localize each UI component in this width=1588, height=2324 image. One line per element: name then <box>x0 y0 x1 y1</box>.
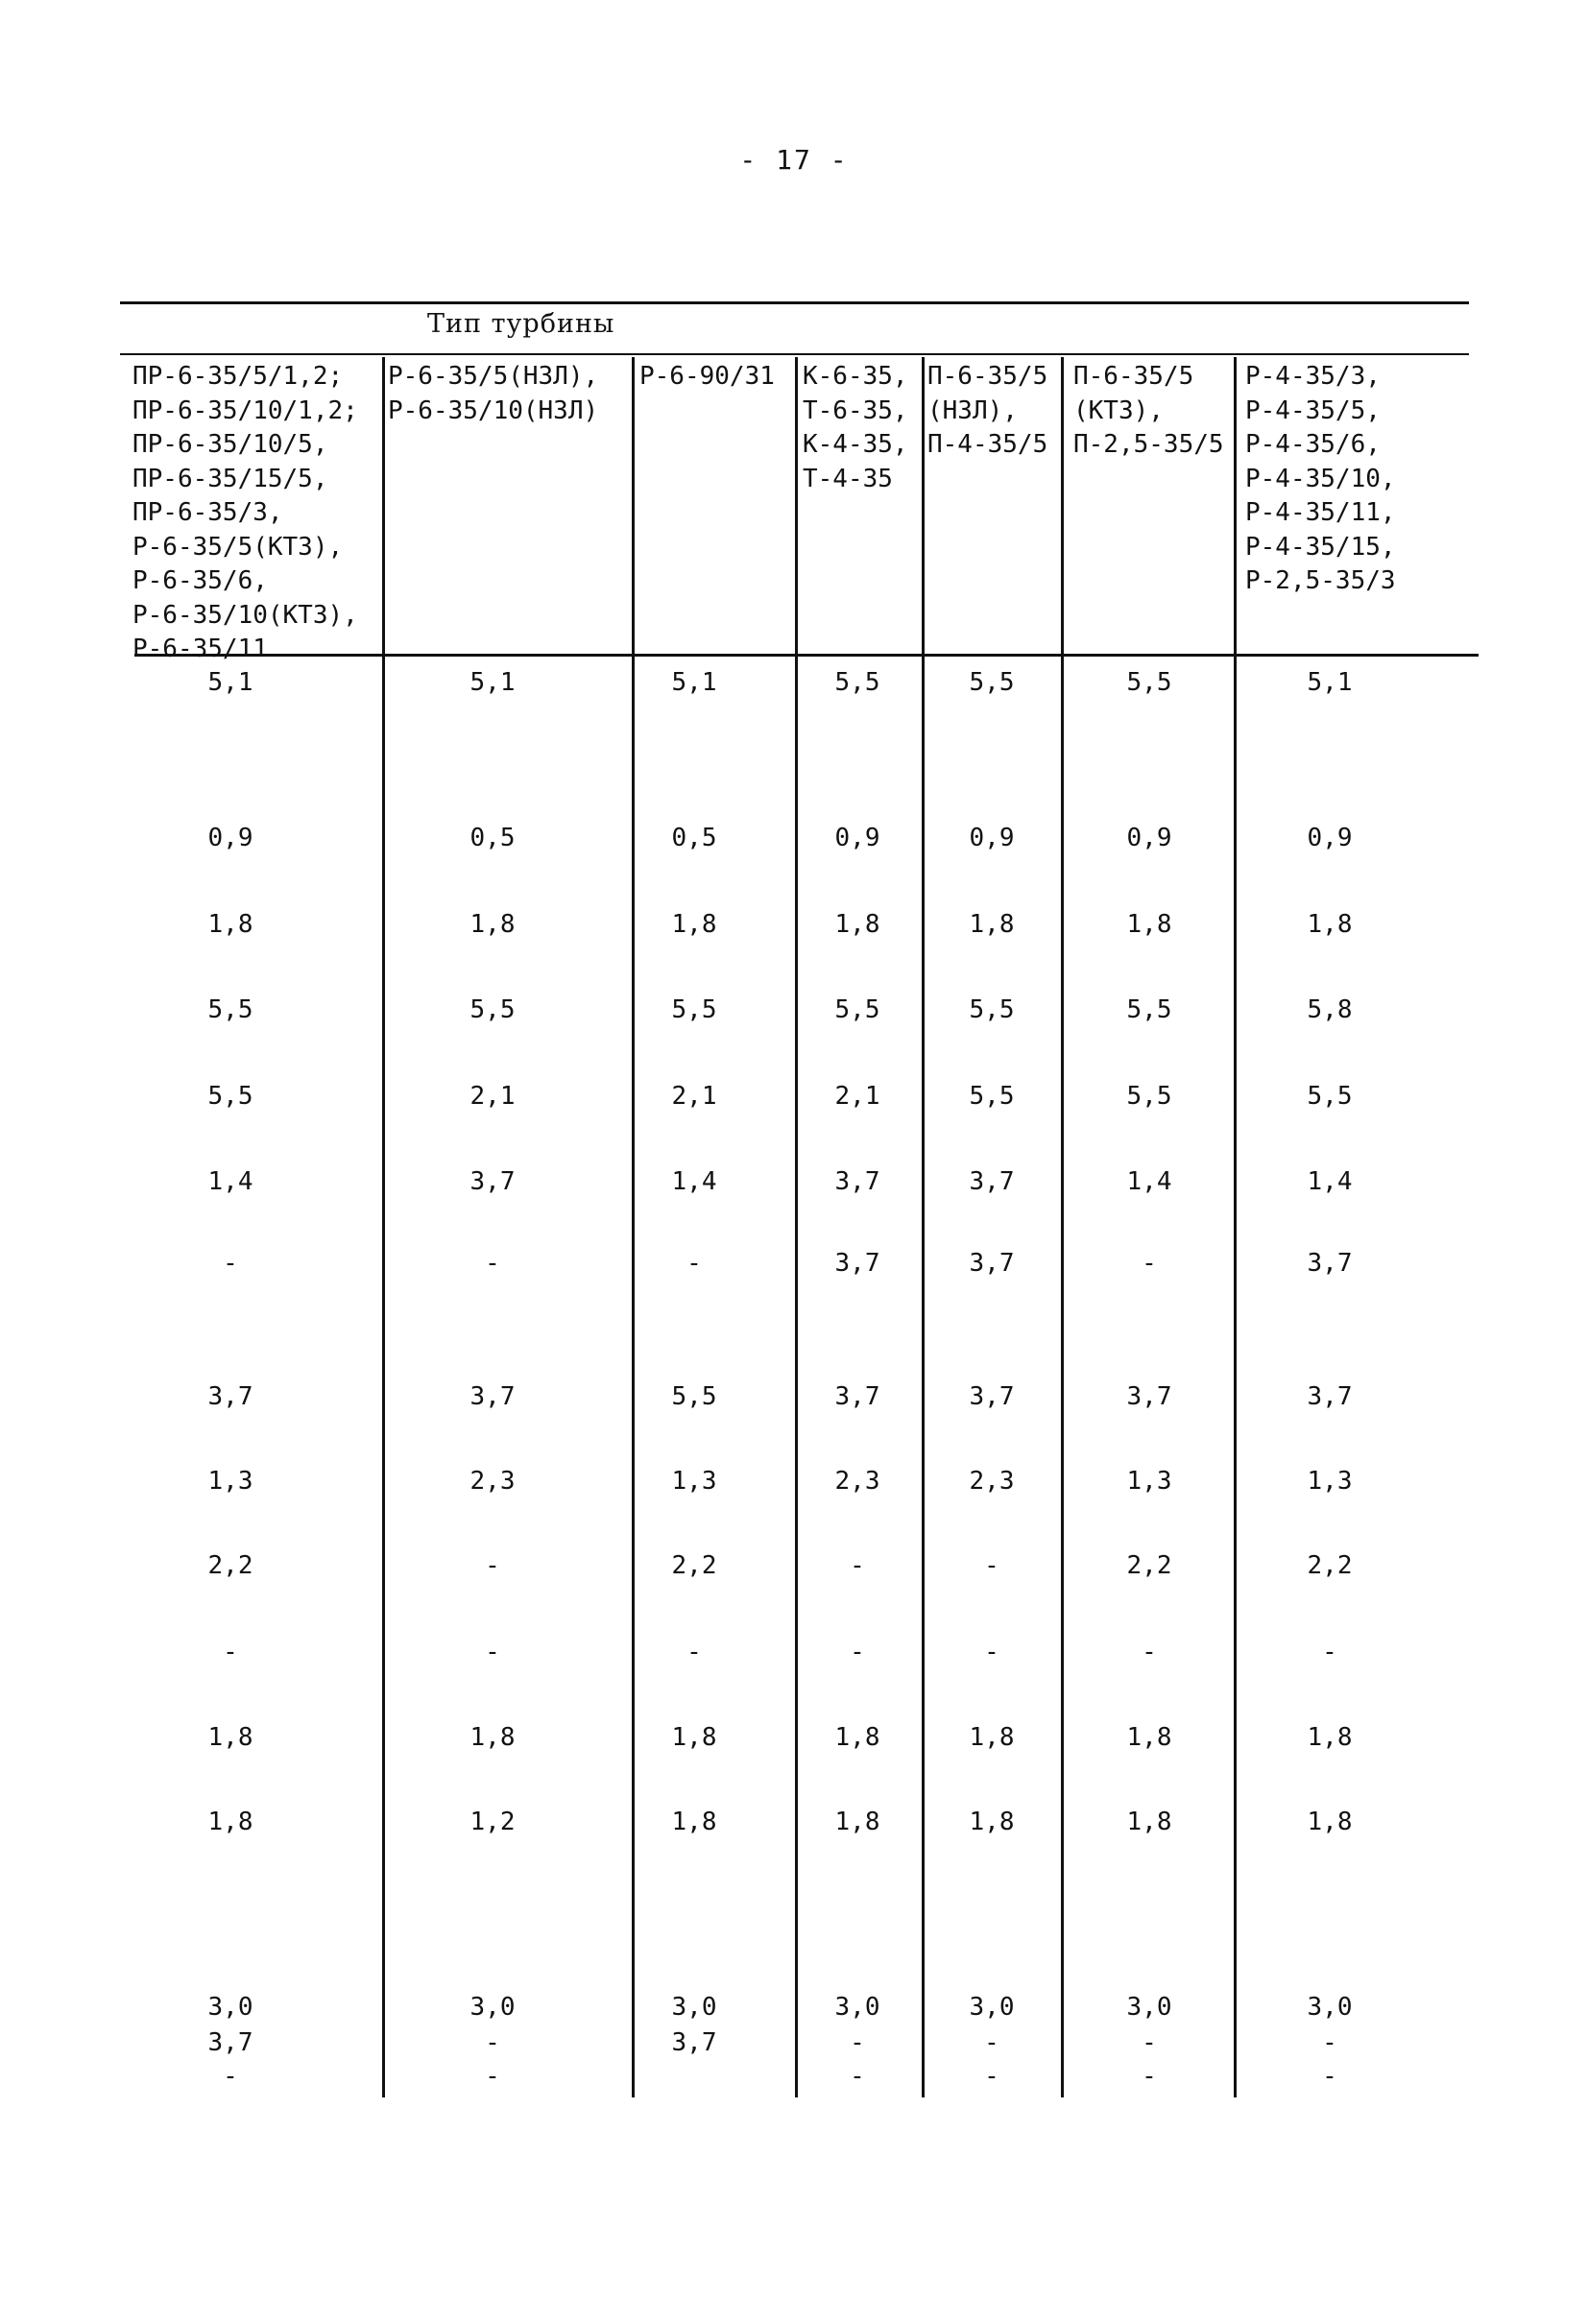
column-divider-1 <box>382 357 385 2097</box>
table-cell: 0,9 <box>1126 824 1172 852</box>
column-header-line: (НЗЛ), <box>927 395 1018 425</box>
table-cell: - <box>485 1551 500 1580</box>
table-cell: 1,8 <box>469 1723 516 1752</box>
table-cell: 1,8 <box>671 1723 717 1752</box>
table-cell: 5,5 <box>834 995 880 1024</box>
table-cell: - <box>223 1638 238 1666</box>
table-cell: 3,7 <box>1307 1382 1353 1411</box>
table-cell: 1,8 <box>969 1808 1015 1836</box>
table-cell: 5,8 <box>1307 995 1353 1024</box>
table-cell: 5,5 <box>207 995 253 1024</box>
table-cell: 3,0 <box>834 1993 880 2022</box>
table-cell: 1,8 <box>834 1723 880 1752</box>
column-header-line: ПР-6-35/10/1,2; <box>132 395 358 425</box>
table-cell: 2,2 <box>1126 1551 1172 1580</box>
table-cell: 3,7 <box>1307 1249 1353 1278</box>
table-cell: 0,5 <box>469 824 516 852</box>
table-cell: 5,1 <box>671 668 717 697</box>
table-cell: 1,8 <box>207 910 253 939</box>
table-cell: 5,1 <box>1307 668 1353 697</box>
table-cell: 1,8 <box>1307 1808 1353 1836</box>
column-header-line: Р-4-35/3, <box>1245 362 1381 391</box>
table-cell: - <box>1142 1638 1157 1666</box>
column-header-line: (КТЗ), <box>1073 395 1164 425</box>
table-cell: 3,7 <box>834 1249 880 1278</box>
table-cell: 1,8 <box>1126 1808 1172 1836</box>
table-cell: 3,0 <box>469 1993 516 2022</box>
table-cell: - <box>1142 1249 1157 1278</box>
table-cell: - <box>850 1638 865 1666</box>
table-cell: 2,2 <box>1307 1551 1353 1580</box>
table-cell: - <box>485 2062 500 2091</box>
column-header-2 <box>388 360 598 428</box>
table-cell: 1,8 <box>1126 1723 1172 1752</box>
table-cell: 1,8 <box>207 1723 253 1752</box>
table-cell: 1,8 <box>671 1808 717 1836</box>
table-cell: 5,1 <box>469 668 516 697</box>
column-header-line: Р-4-35/5, <box>1245 395 1381 425</box>
table-cell: 3,7 <box>834 1167 880 1196</box>
table-cell: 5,5 <box>207 1082 253 1111</box>
table-cell: 3,7 <box>469 1167 516 1196</box>
table-cell: - <box>1322 2028 1337 2057</box>
table-cell: 2,3 <box>969 1467 1015 1496</box>
column-header-1 <box>132 360 358 667</box>
table-cell: 3,7 <box>1126 1382 1172 1411</box>
table-cell: 1,3 <box>1126 1467 1172 1496</box>
table-cell: 5,5 <box>969 1082 1015 1111</box>
column-header-4 <box>803 360 908 496</box>
column-divider-6 <box>1234 357 1237 2097</box>
table-cell: 2,1 <box>671 1082 717 1111</box>
table-cell: 3,0 <box>1307 1993 1353 2022</box>
table-cell: - <box>485 1249 500 1278</box>
column-header-line: Р-4-35/10, <box>1245 464 1396 493</box>
table-cell: 0,9 <box>1307 824 1353 852</box>
table-cell: 3,7 <box>469 1382 516 1411</box>
table-cell: - <box>1322 2062 1337 2091</box>
column-header-line: Р-6-35/10(КТЗ), <box>132 600 358 630</box>
table-cell: 0,9 <box>207 824 253 852</box>
table-cell: 3,0 <box>1126 1993 1172 2022</box>
table-cell: 3,7 <box>207 2028 253 2057</box>
table-cell: 1,4 <box>671 1167 717 1196</box>
table-cell: 5,5 <box>671 1382 717 1411</box>
table-cell: 2,3 <box>834 1467 880 1496</box>
table-cell: 5,5 <box>834 668 880 697</box>
column-header-6 <box>1073 360 1224 463</box>
table-cell: 5,5 <box>671 995 717 1024</box>
column-header-line: П-6-35/5 <box>927 362 1048 391</box>
table-cell: 1,3 <box>1307 1467 1353 1496</box>
column-header-line: Р-4-35/6, <box>1245 430 1381 459</box>
table-cell: - <box>686 1249 702 1278</box>
table-cell: - <box>223 2062 238 2091</box>
table-cell: 1,8 <box>1307 910 1353 939</box>
table-cell: 2,3 <box>469 1467 516 1496</box>
table-cell: 2,2 <box>671 1551 717 1580</box>
table-cell: 1,4 <box>1307 1167 1353 1196</box>
table-cell: 1,3 <box>207 1467 253 1496</box>
table-cell: 1,3 <box>671 1467 717 1496</box>
column-header-line: Р-4-35/11, <box>1245 498 1396 527</box>
column-header-line: ПР-6-35/5/1,2; <box>132 362 344 391</box>
column-header-line: Р-4-35/15, <box>1245 532 1396 562</box>
column-header-line: ПР-6-35/3, <box>132 498 283 527</box>
column-header-line: Р-2,5-35/3 <box>1245 566 1396 595</box>
table-cell: - <box>1142 2062 1157 2091</box>
table-cell: 3,0 <box>671 1993 717 2022</box>
table-cell: 1,8 <box>834 910 880 939</box>
table-cell: 1,8 <box>1307 1723 1353 1752</box>
column-header-line: Т-4-35 <box>803 464 893 493</box>
column-header-line: П-4-35/5 <box>927 430 1048 459</box>
column-header-line: Р-6-35/5(КТЗ), <box>132 532 344 562</box>
table-cell: 1,4 <box>207 1167 253 1196</box>
table-cell: 2,2 <box>207 1551 253 1580</box>
column-header-line: Р-6-35/10(НЗЛ) <box>388 395 599 425</box>
table-cell: - <box>223 1249 238 1278</box>
table-cell: 5,5 <box>1126 1082 1172 1111</box>
column-header-line: Р-6-35/11 <box>132 635 268 663</box>
table-cell: - <box>984 2028 999 2057</box>
table-cell: 5,5 <box>1307 1082 1353 1111</box>
header-sub-rule <box>120 353 1469 355</box>
table-cell: - <box>850 1551 865 1580</box>
table-cell: - <box>686 1638 702 1666</box>
table-cell: - <box>984 1551 999 1580</box>
column-header-3 <box>639 360 775 395</box>
table-cell: 1,8 <box>207 1808 253 1836</box>
table-cell: 2,1 <box>469 1082 516 1111</box>
table-cell: - <box>1142 2028 1157 2057</box>
table-cell: 5,5 <box>969 995 1015 1024</box>
column-header-line: Р-6-90/31 <box>639 362 775 391</box>
column-divider-5 <box>1061 357 1064 2097</box>
table-cell: - <box>984 1638 999 1666</box>
table-cell: 1,8 <box>834 1808 880 1836</box>
table-cell: - <box>485 1638 500 1666</box>
table-cell: 1,2 <box>469 1808 516 1836</box>
column-header-line: П-2,5-35/5 <box>1073 430 1224 459</box>
table-cell: 0,9 <box>969 824 1015 852</box>
table-cell: 3,7 <box>834 1382 880 1411</box>
table-cell: 5,1 <box>207 668 253 697</box>
table-cell: - <box>485 2028 500 2057</box>
column-header-line: К-4-35, <box>803 430 908 459</box>
column-header-line: Р-6-35/6, <box>132 566 268 595</box>
table-cell: 1,8 <box>671 910 717 939</box>
table-cell: 1,8 <box>1126 910 1172 939</box>
column-header-line: ПР-6-35/15/5, <box>132 464 328 493</box>
table-cell: 5,5 <box>1126 668 1172 697</box>
table-cell: 3,7 <box>969 1167 1015 1196</box>
table-cell: 3,7 <box>969 1382 1015 1411</box>
table-cell: 3,7 <box>207 1382 253 1411</box>
header-title: Тип турбины <box>427 309 615 339</box>
table-cell: 1,8 <box>969 1723 1015 1752</box>
table-cell: 1,4 <box>1126 1167 1172 1196</box>
table-cell: - <box>850 2062 865 2091</box>
column-header-line: П-6-35/5 <box>1073 362 1194 391</box>
table-cell: 3,7 <box>969 1249 1015 1278</box>
column-header-7 <box>1245 360 1396 599</box>
column-header-line: К-6-35, <box>803 362 908 391</box>
table-top-rule <box>120 301 1469 304</box>
table-cell: 2,1 <box>834 1082 880 1111</box>
table-cell: 1,8 <box>969 910 1015 939</box>
table-cell: 1,8 <box>469 910 516 939</box>
table-cell: - <box>850 2028 865 2057</box>
column-header-5 <box>927 360 1047 463</box>
table-cell: 5,5 <box>1126 995 1172 1024</box>
table-cell: 5,5 <box>969 668 1015 697</box>
column-header-line: Р-6-35/5(НЗЛ), <box>388 362 599 391</box>
table-cell: 3,0 <box>969 1993 1015 2022</box>
table-cell: 3,7 <box>671 2028 717 2057</box>
table-cell: 5,5 <box>469 995 516 1024</box>
table-cell: - <box>984 2062 999 2091</box>
table-cell: - <box>1322 1638 1337 1666</box>
table-cell: 3,0 <box>207 1993 253 2022</box>
table-cell: 0,9 <box>834 824 880 852</box>
page-number: - 17 - <box>739 144 849 176</box>
column-header-line: Т-6-35, <box>803 395 908 425</box>
table-cell: 0,5 <box>671 824 717 852</box>
column-header-line: ПР-6-35/10/5, <box>132 430 328 459</box>
